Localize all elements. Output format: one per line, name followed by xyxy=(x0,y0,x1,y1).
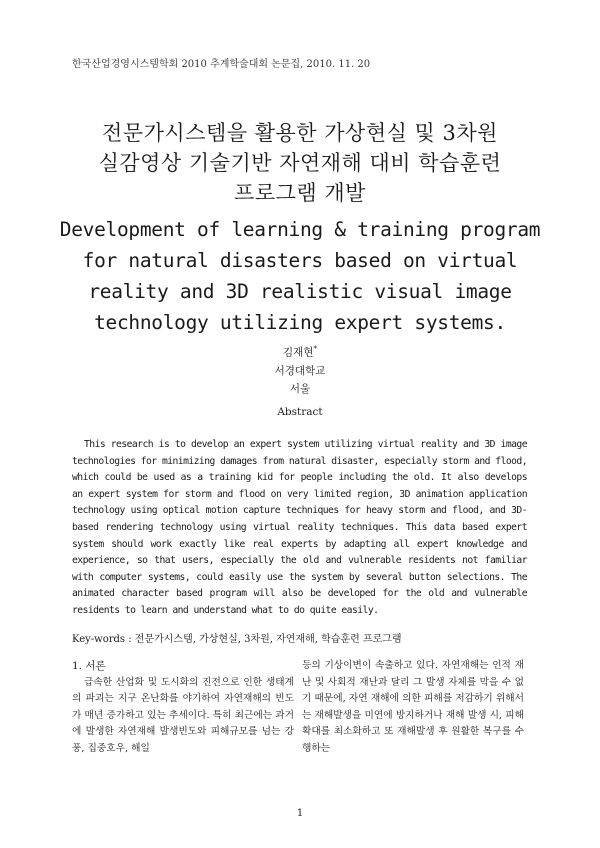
author-location: 서울 xyxy=(289,382,311,395)
conference-header: 한국산업경영시스템학회 2010 추계학술대회 논문집, 2010. 11. 20 xyxy=(72,59,371,70)
keywords-label: Key-words : xyxy=(72,634,135,645)
body-column-right xyxy=(302,658,524,758)
title-english-line: reality and 3D realistic visual image xyxy=(88,280,512,303)
body-paragraph: 급속한 산업화 및 도시화의 진전으로 인한 생태계의 파괴는 지구 온난화를 야기하여 자연재해의 빈도가 매년 증가하고 있는 추세이다. 특히 최근에는 과거에 발생한 자연재해 발생빈도와 피해규모를 넘는 강풍, 집중호우, 해일 xyxy=(72,676,294,754)
keywords-text: 전문가시스템, 가상현실, 3차원, 자연재해, 학습훈련 프로그램 xyxy=(134,634,402,645)
abstract-body: This research is to develop an expert system utilizing virtual reality and 3D image technologies for minimizing damages from natural disaster, especially storm and flood, which could be used as a training kid for people including the old. It also develops an expert system for storm and flood on very limited region, 3D animation application technology using optical motion capture techniques for heavy storm and flood, and 3D-based rendering technology using virtual reality techniques. This data based expert system should work exactly like real experts by adapting all expert knowledge and experience, so that users, especially the old and vulnerable residents not familiar with computer systems, could easily use the system by several button selections. The animated character based program will also be developed for the old and vulnerable residents to learn and understand what to do quite easily. xyxy=(72,439,527,616)
keywords-line xyxy=(72,630,402,645)
author-name-line xyxy=(40,340,560,362)
title-korean-line: 전문가시스템을 활용한 가상현실 및 3차원 xyxy=(102,121,498,145)
title-english xyxy=(40,214,560,338)
title-english-line: technology utilizing expert systems. xyxy=(94,311,506,334)
author-affiliation: 서경대학교 xyxy=(274,364,326,377)
title-korean-line: 실감영상 기술기반 자연재해 대비 학습훈련 xyxy=(98,151,502,175)
author-name: 김재현 xyxy=(283,346,314,359)
body-paragraph: 등의 기상이변이 속출하고 있다. 자연재해는 인적 재난 및 사회적 재난과 달리 그 발생 자체를 막을 수 없기 때문에, 자연 재해에 의한 피해를 저감하기 위해서는 재해발생을 미연에 방지하거나 재해 발생 시, 피해확대를 최소화하고 또 재해발생 후 원활한 복구를 수행하는 xyxy=(302,660,524,754)
title-english-line: Development of learning & training program xyxy=(59,218,541,241)
title-english-line: for natural disasters based on virtual xyxy=(82,249,518,272)
title-korean xyxy=(40,118,560,208)
title-korean-line: 프로그램 개발 xyxy=(234,181,366,205)
author-block xyxy=(40,340,560,398)
author-mark: * xyxy=(313,345,317,353)
abstract-heading: Abstract xyxy=(277,406,323,418)
section-title: 1. 서론 xyxy=(72,660,106,672)
page-number: 1 xyxy=(296,808,304,819)
body-column-left xyxy=(72,658,294,758)
